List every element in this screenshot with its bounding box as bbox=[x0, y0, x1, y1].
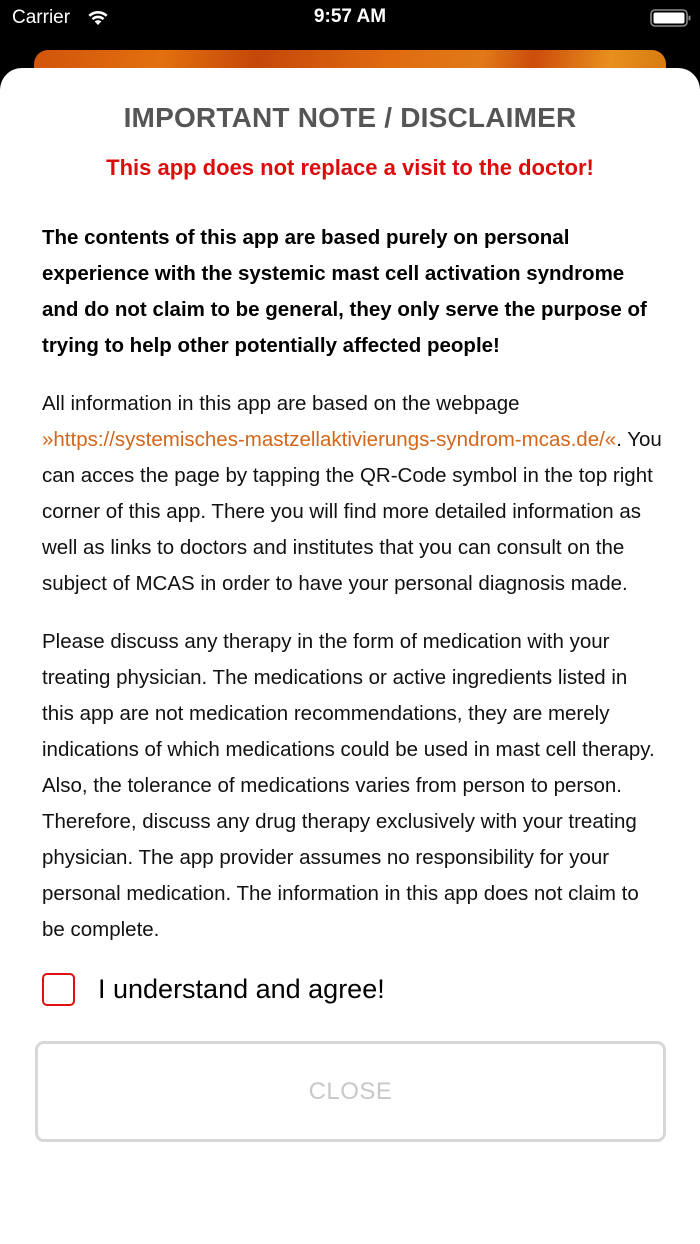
disclaimer-scroll-area[interactable] bbox=[42, 220, 662, 1005]
agree-label[interactable]: I understand and agree! bbox=[98, 973, 385, 1004]
status-bar bbox=[0, 0, 700, 40]
carrier-label: Carrier bbox=[12, 7, 71, 28]
clock: 9:57 AM bbox=[313, 6, 387, 27]
agree-checkbox[interactable] bbox=[42, 973, 75, 1006]
medication-paragraph: Please discuss any therapy in the form of medication with your treating physician. The medications or active ingredients listed in this app are not medication recommendations, they are merely indications of which medications could be used in mast cell therapy. Also, the tolerance of medications varies from person to person. Therefore, discuss any drug therapy exclusively with your treating physician. The app provider assumes no responsibility for your personal medication. The information in this app does not claim to be complete. bbox=[42, 630, 655, 941]
page-title: IMPORTANT NOTE / DISCLAIMER bbox=[123, 102, 577, 133]
source-paragraph bbox=[42, 386, 662, 602]
close-button[interactable]: CLOSE bbox=[35, 1041, 666, 1142]
battery-icon bbox=[650, 9, 692, 27]
agree-row[interactable] bbox=[42, 972, 642, 1006]
source-text-before: All information in this app are based on the webpage bbox=[42, 392, 520, 415]
source-text-after: . You can acces the page by tapping the QR-Code symbol in the top right corner of this app. There you will find more detailed information as well as links to doctors and institutes that you can consult on the subject of MCAS in order to have your personal diagnosis made. bbox=[42, 428, 662, 595]
warning-subtitle: This app does not replace a visit to the doctor! bbox=[106, 155, 594, 180]
intro-paragraph: The contents of this app are based purely on personal experience with the systemic mast cell activation syndrome and do not claim to be general, they only serve the purpose of trying to help other potentially affected people! bbox=[42, 226, 647, 357]
website-link[interactable]: »https://systemisches-mastzellaktivierungs-syndrom-mcas.de/« bbox=[42, 428, 617, 451]
